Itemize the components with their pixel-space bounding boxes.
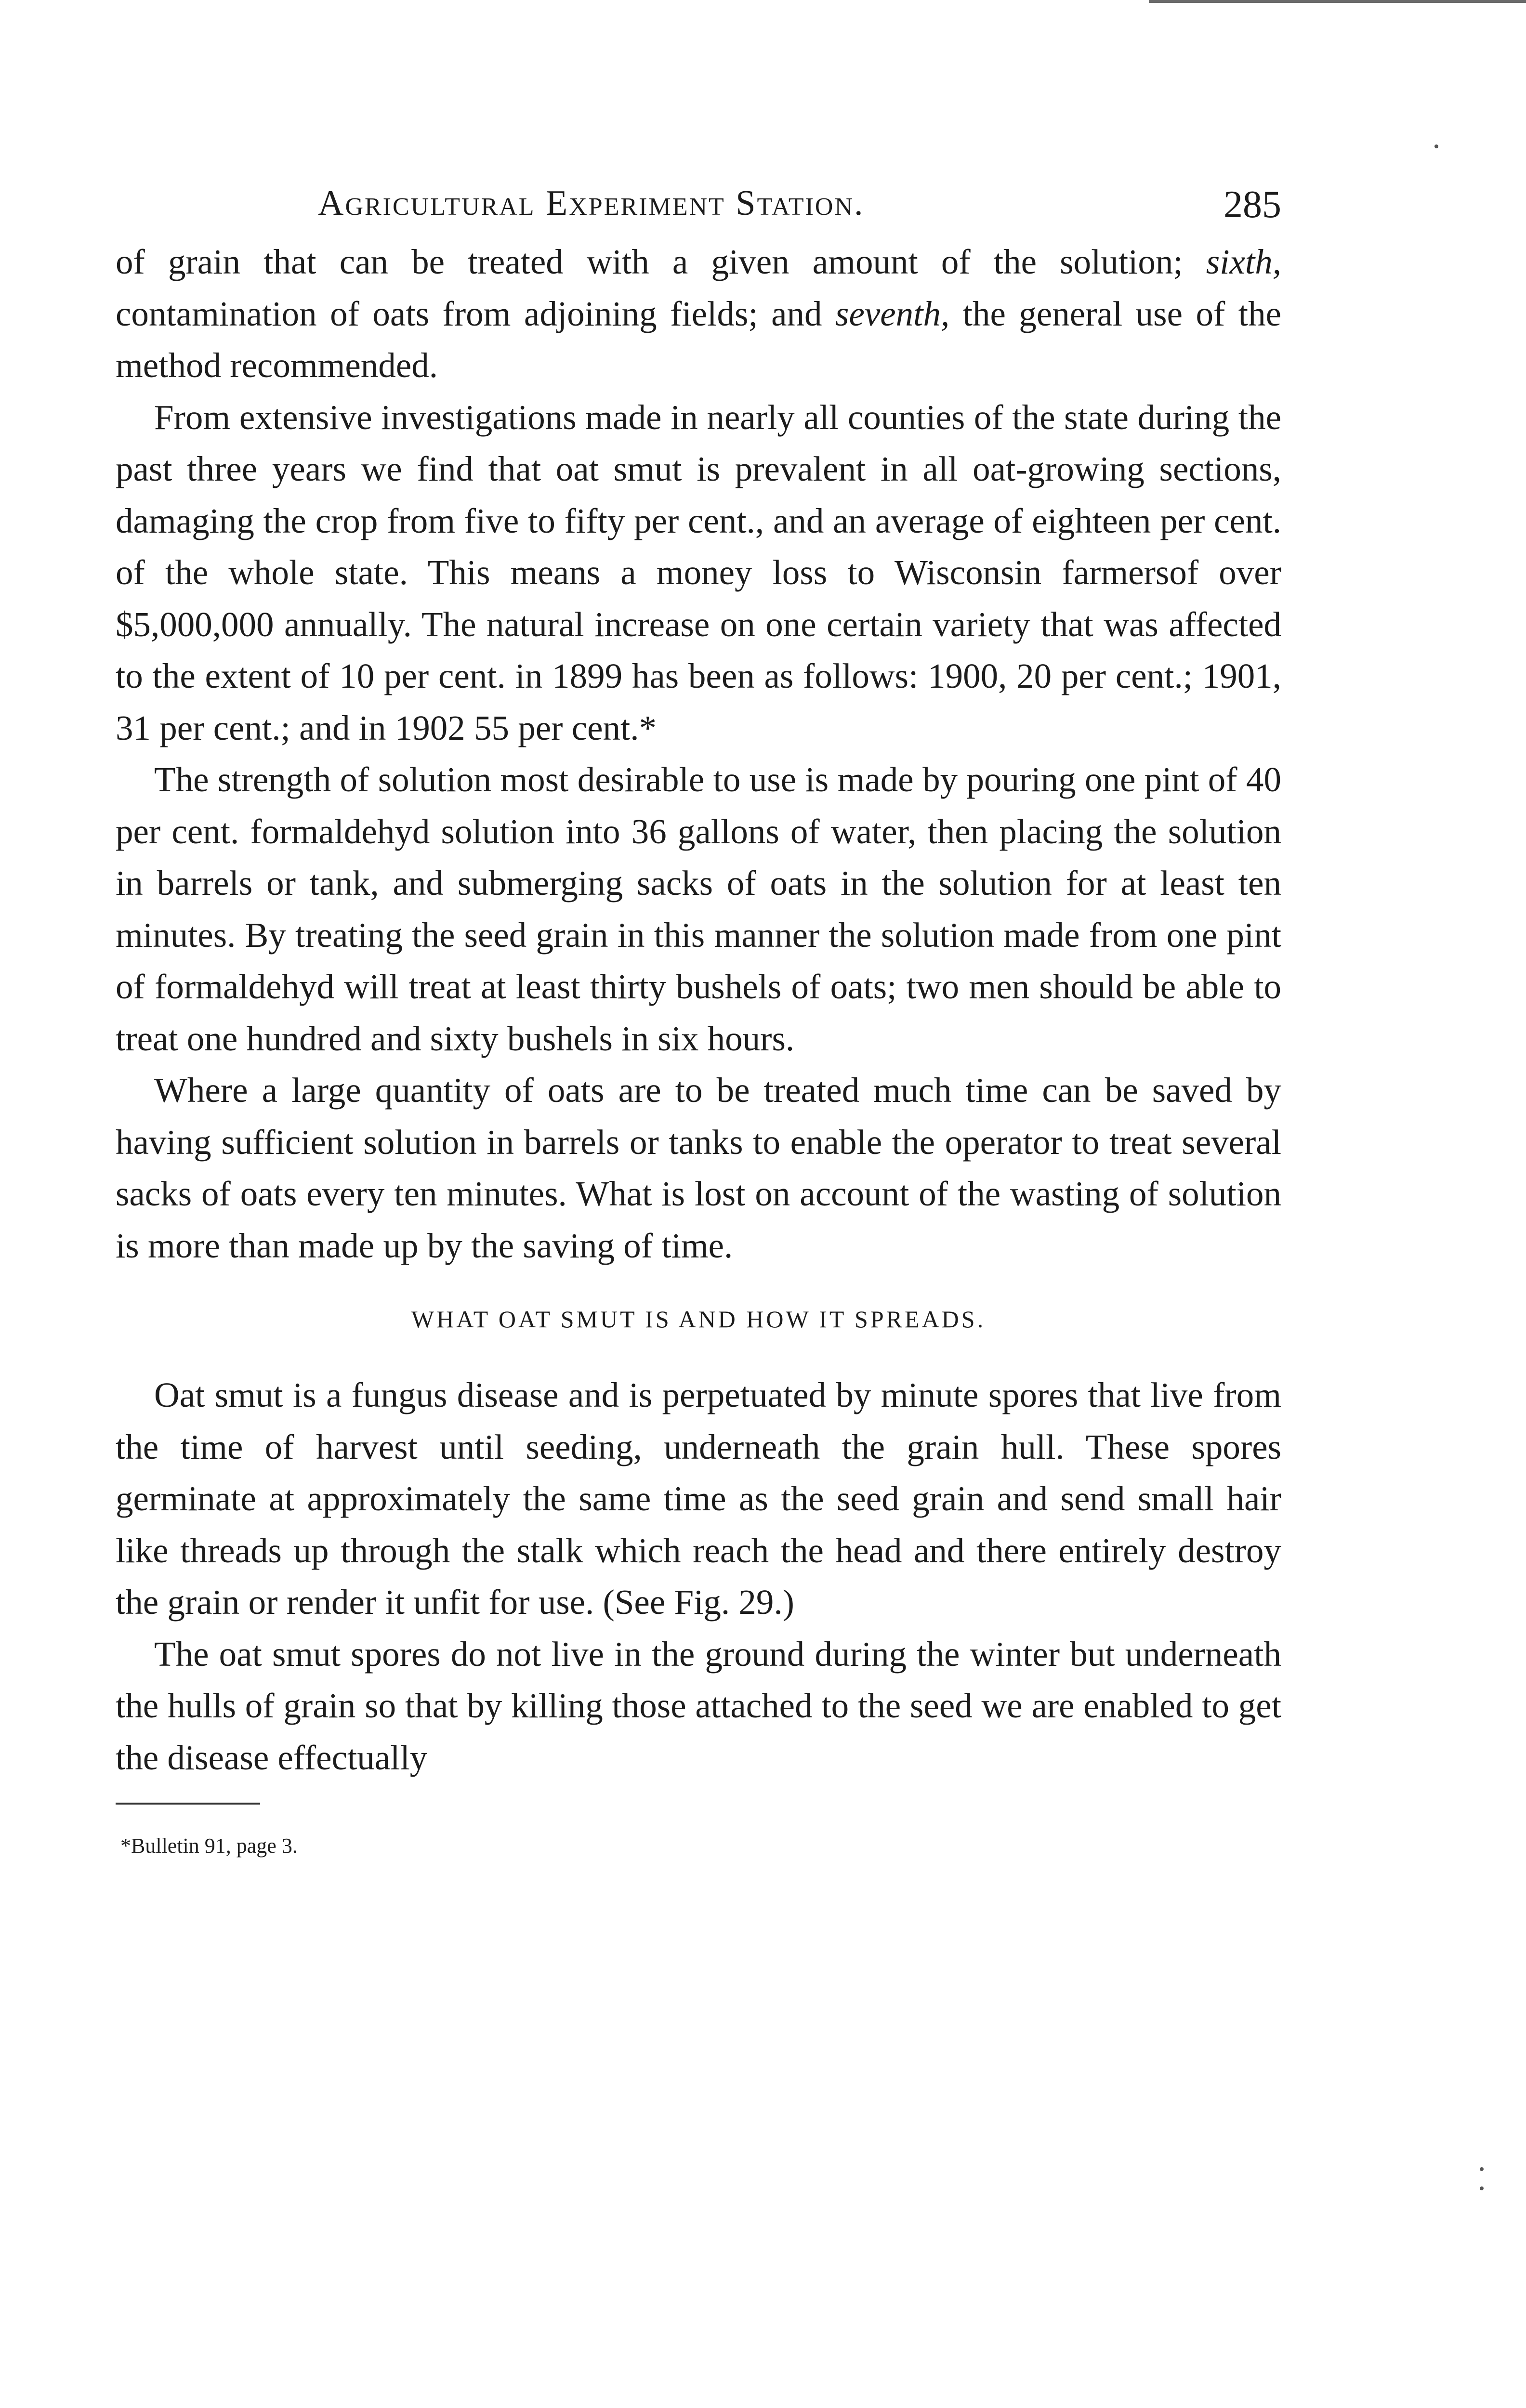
text-run: The strength of solution most desirable to use is made by pouring one pint of 40 per cent. formaldehyd solution into 36 gallons of water, then placing the solution in barrels or tank, and submerging sacks of oats in the solution for at least ten minutes. By treating the seed grain in this manner the solution made from one pint of formaldehyd will treat at least thirty bushels of oats; two men should be able to treat one hundred and sixty bushels in six hours.	[116, 760, 1281, 1058]
paragraph-2	[116, 392, 1281, 754]
section-paragraph-1: Oat smut is a fungus disease and is perpetuated by minute spores that live from the time of harvest until seeding, underneath the grain hull. These spores germinate at approximately the same time as the seed grain and send small hair like threads up through the stalk which reach the head and there entirely destroy the grain or render it unfit for use. (See Fig. 29.)	[116, 1375, 1281, 1622]
paragraph-4	[116, 1064, 1281, 1271]
body-text	[116, 236, 1281, 1271]
section-paragraph-2: The oat smut spores do not live in the ground during the winter but underneath the hulls of grain so that by killing those attached to the seed we are enabled to get the disease effectually	[116, 1634, 1281, 1777]
text-run-italic: sixth,	[1206, 242, 1281, 281]
footnote: *Bulletin 91, page 3.	[120, 1834, 298, 1858]
scan-speck	[1480, 2186, 1484, 2190]
text-run: From extensive investigations made in nearly all counties of the state during the past three years we find that oat smut is prevalent in all oat-growing sections, damaging the crop from five to fifty per cent., and an average of eighteen per cent. of the whole state. This means a money loss to Wisconsin farmersof over $5,000,000 annually. The natural increase on one certain variety that was affected to the extent of 10 per cent. in 1899 has been as follows: 1900, 20 per cent.; 1901, 31 per cent.; and in 1902 55 per cent.*	[116, 397, 1281, 747]
section-heading: WHAT OAT SMUT IS AND HOW IT SPREADS.	[411, 1306, 986, 1333]
section-body	[116, 1369, 1281, 1783]
text-run: contamination of oats from adjoining fields; and	[116, 294, 836, 333]
text-run: Where a large quantity of oats are to be treated much time can be saved by having sufficient solution in barrels or tanks to enable the operator to treat several sacks of oats every ten minutes. What is lost on account of the wasting of solution is more than made up by the saving of time.	[116, 1071, 1281, 1265]
scan-edge-rule	[1149, 0, 1526, 3]
paragraph-1	[116, 236, 1281, 392]
scan-speck	[1434, 144, 1438, 148]
scan-speck	[1480, 2167, 1484, 2171]
text-run: the general use of the method recommended.	[116, 294, 1281, 385]
page-number: 285	[1223, 183, 1281, 226]
footnote-rule	[116, 1803, 260, 1805]
book-page	[116, 183, 1281, 1858]
text-run: of grain that can be treated with a given amount of the solution;	[116, 242, 1206, 281]
running-head-title: Agricultural Experiment Station.	[318, 183, 865, 223]
running-head	[116, 183, 1281, 236]
text-run-italic: seventh,	[835, 294, 950, 333]
paragraph-3	[116, 754, 1281, 1064]
